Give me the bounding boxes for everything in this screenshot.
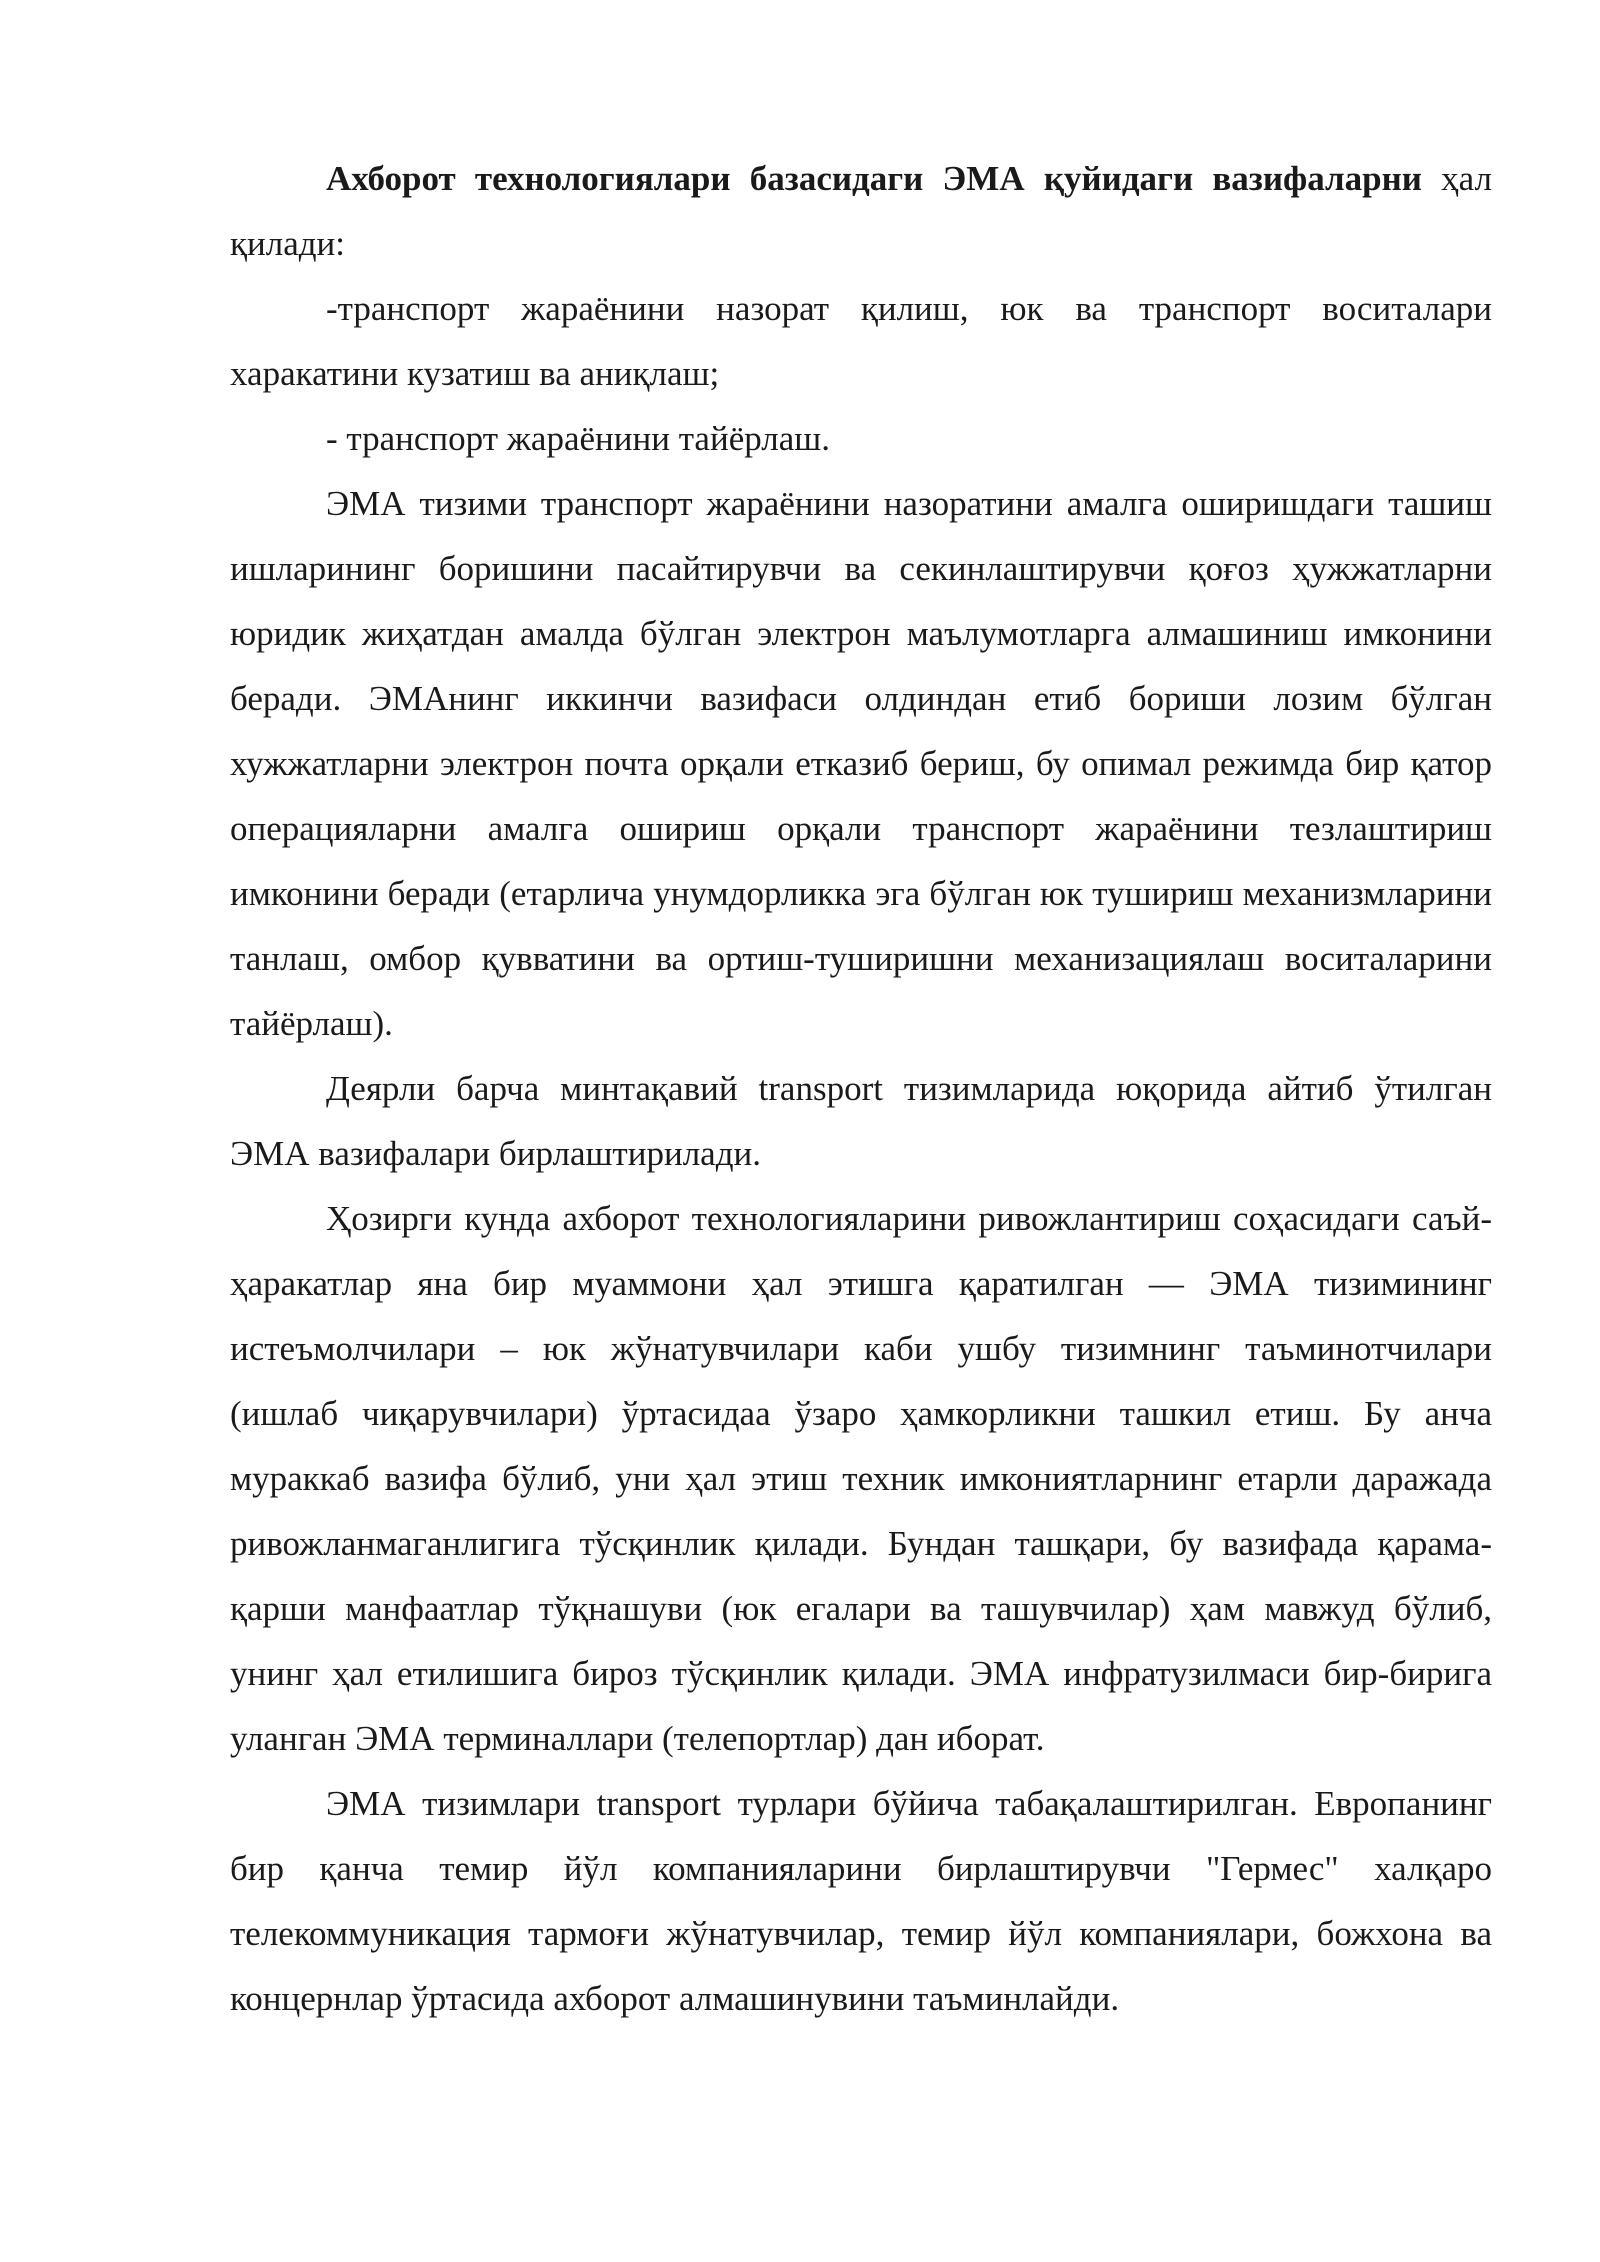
paragraph-1-bold-lead: Ахборот технологиялари базасидаги ЭМА қуйидаги вазифаларни <box>326 159 1422 198</box>
paragraph-7: ЭМА тизимлари transport турлари бўйича табақалаштирилган. Европанинг бир қанча темир йўл компанияларини бирлаштирувчи "Гермес" халқаро телекоммуникация тармоғи жўнатувчилар, темир йўл компаниялари, божхона ва концернлар ўртасида ахборот алмашинувини таъминлайди. <box>230 1784 1492 2018</box>
paragraph-5: Деярли барча минтақавий transport тизимларида юқорида айтиб ўтилган ЭМА вазифалари бирлаштирилади. <box>230 1069 1492 1173</box>
document-page <box>230 146 1492 2031</box>
paragraph-4: ЭМА тизими транспорт жараёнини назоратини амалга оширишдаги ташиш ишларининг боришини пасайтирувчи ва секинлаштирувчи қоғоз ҳужжатларни юридик жиҳатдан амалда бўлган электрон маълумотларга алмашиниш имконини беради. ЭМАнинг иккинчи вазифаси олдиндан етиб бориши лозим бўлган хужжатларни электрон почта орқали етказиб бериш, бу опимал режимда бир қатор операцияларни амалга ошириш орқали транспорт жараёнини тезлаштириш имконини беради (етарлича унумдорликка эга бўлган юк тушириш механизмларини танлаш, омбор қувватини ва ортиш-туширишни механизациялаш воситаларини тайёрлаш). <box>230 484 1492 1043</box>
paragraph-1-text: ҳал қилади: <box>230 159 1492 263</box>
paragraph-1 <box>230 146 1492 276</box>
paragraph-3: - транспорт жараёнини тайёрлаш. <box>326 419 830 458</box>
paragraph-2: -транспорт жараёнини назорат қилиш, юк ва транспорт воситалари харакатини кузатиш ва аниқлаш; <box>230 289 1492 393</box>
paragraph-6: Ҳозирги кунда ахборот технологияларини ривожлантириш соҳасидаги саъй-ҳаракатлар яна бир муаммони ҳал этишга қаратилган — ЭМА тизимининг истеъмолчилари – юк жўнатувчилари каби ушбу тизимнинг таъминотчилари (ишлаб чиқарувчилари) ўртасидаа ўзаро ҳамкорликни ташкил етиш. Бу анча мураккаб вазифа бўлиб, уни ҳал этиш техник имкониятларнинг етарли даражада ривожланмаганлигига тўсқинлик қилади. Бундан ташқари, бу вазифада қарама-қарши манфаатлар тўқнашуви (юк егалари ва ташувчилар) ҳам мавжуд бўлиб, унинг ҳал етилишига бироз тўсқинлик қилади. ЭМА инфратузилмаси бир-бирига уланган ЭМА терминаллари (телепортлар) дан иборат. <box>230 1199 1492 1758</box>
